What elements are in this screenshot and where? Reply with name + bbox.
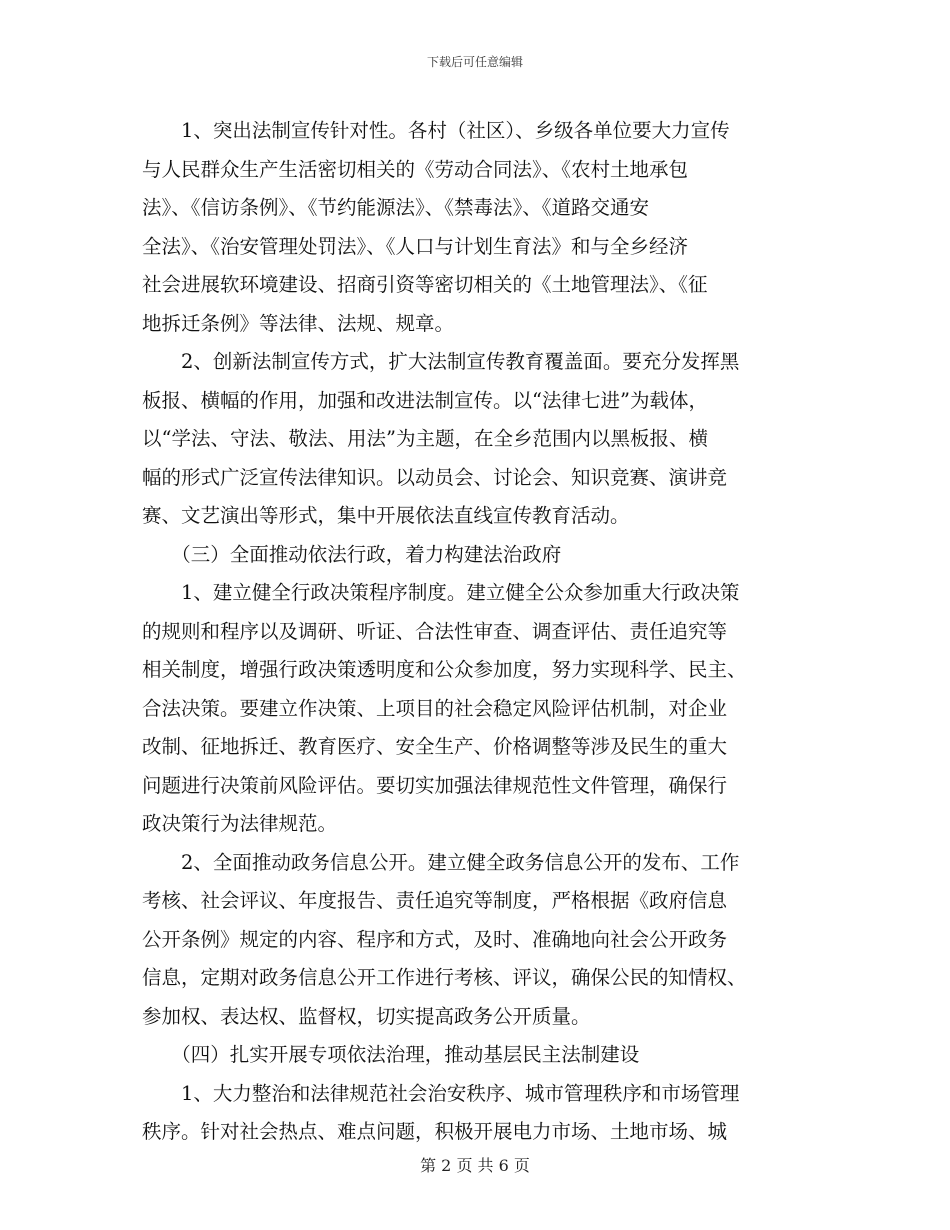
footer-middle: 页 共 xyxy=(456,1156,494,1175)
text-line: 合法决策。要建立作决策、上项目的社会稳定风险评估机制，对企业 xyxy=(142,696,728,720)
text-line: 改制、征地拆迁、教育医疗、安全生产、价格调整等涉及民生的重大 xyxy=(142,735,728,758)
text-line: 幅的形式广泛宣传法律知识。以动员会、讨论会、知识竞赛、演讲竞 xyxy=(142,465,728,489)
footer-prefix: 第 xyxy=(420,1156,437,1175)
text-line: 公开条例》规定的内容、程序和方式，及时、准确地向社会公开政务 xyxy=(142,927,728,951)
text-line: 相关制度，增强行政决策透明度和公众参加度，努力实现科学、民主、 xyxy=(142,658,747,681)
text-line: 问题进行决策前风险评估。要切实加强法律规范性文件管理，确保行 xyxy=(142,773,728,797)
text-line: 板报、横幅的作用，加强和改进法制宣传。以“法律七进”为载体， xyxy=(142,388,708,412)
text-line: 1、大力整治和法律规范社会治安秩序、城市管理秩序和市场管理 xyxy=(142,1081,740,1105)
page-header: 下载后可任意编辑 xyxy=(426,55,523,69)
text-line: 参加权、表达权、监督权，切实提高政务公开质量。 xyxy=(142,1004,591,1028)
text-line: 2、全面推动政务信息公开。建立健全政务信息公开的发布、工作 xyxy=(142,850,740,874)
total-pages-number: 6 xyxy=(498,1156,509,1175)
text-line: 政决策行为法律规范。 xyxy=(142,812,338,835)
text-line: 考核、社会评议、年度报告、责任追究等制度，严格根据《政府信息 xyxy=(142,889,728,912)
text-line: 法》、《信访条例》、《节约能源法》、《禁毒法》、《道路交通安 xyxy=(142,196,650,219)
current-page-number: 2 xyxy=(441,1156,452,1175)
text-line: 地拆迁条例》等法律、法规、规章。 xyxy=(142,311,455,335)
text-line: 1、突出法制宣传针对性。各村（社区）、乡级各单位要大力宣传 xyxy=(142,119,730,142)
text-line: 赛、文艺演出等形式，集中开展依法直线宣传教育活动。 xyxy=(142,504,630,527)
text-line: 1、建立健全行政决策程序制度。建立健全公众参加重大行政决策 xyxy=(142,581,740,604)
text-line: 信息，定期对政务信息公开工作进行考核、评议，确保公民的知情权、 xyxy=(142,966,747,989)
text-line: 以“学法、守法、敬法、用法”为主题，在全乡范围内以黑板报、横 xyxy=(142,427,708,450)
text-line: 的规则和程序以及调研、听证、合法性审查、调查评估、责任追究等 xyxy=(142,619,728,643)
text-line: 全法》、《治安管理处罚法》、《人口与计划生育法》和与全乡经济 xyxy=(142,234,689,258)
document-body xyxy=(142,112,808,1152)
text-line: 秩序。针对社会热点、难点问题，积极开展电力市场、土地市场、城 xyxy=(142,1120,728,1143)
footer-suffix: 页 xyxy=(513,1156,530,1175)
page-footer xyxy=(0,1153,950,1176)
text-line: （三）全面推动依法行政，着力构建法治政府 xyxy=(142,542,562,566)
text-line: （四）扎实开展专项依法治理，推动基层民主法制建设 xyxy=(142,1043,640,1066)
text-line: 与人民群众生产生活密切相关的《劳动合同法》、《农村土地承包 xyxy=(142,157,689,181)
text-line: 社会进展软环境建设、招商引资等密切相关的《土地管理法》、《征 xyxy=(142,273,708,296)
text-line: 2、创新法制宣传方式，扩大法制宣传教育覆盖面。要充分发挥黑 xyxy=(142,350,740,373)
